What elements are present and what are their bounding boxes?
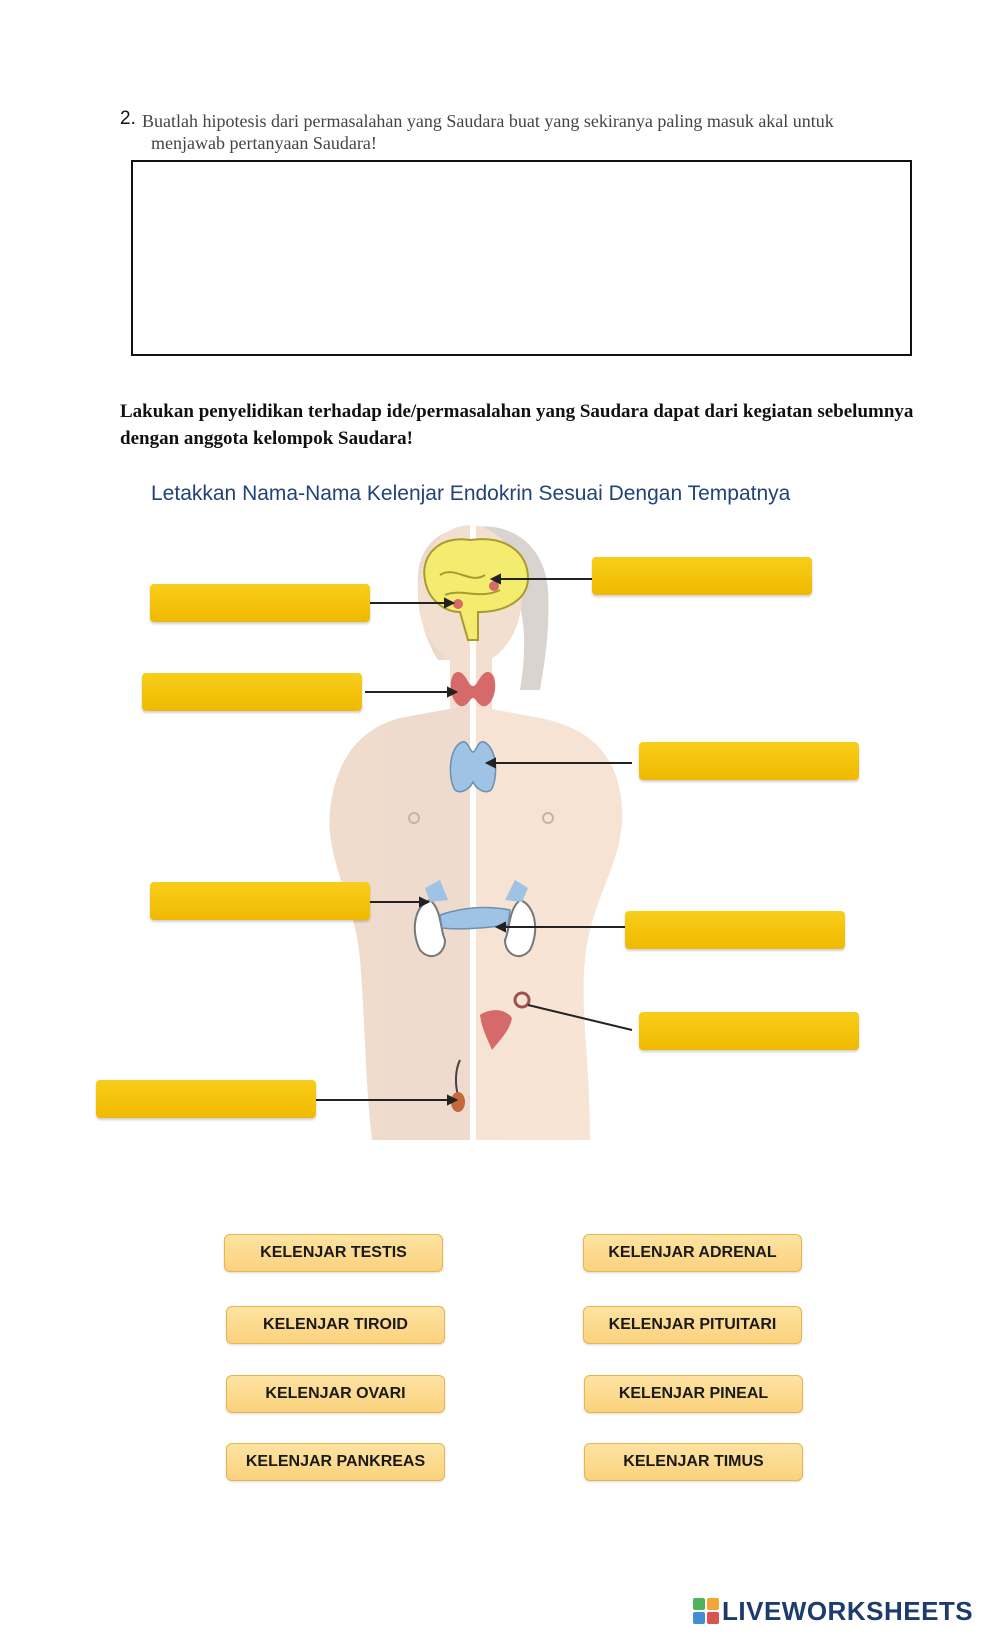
label-chip-timus[interactable]: KELENJAR TIMUS [584,1443,803,1481]
label-chip-ovari[interactable]: KELENJAR OVARI [226,1375,445,1413]
liveworksheets-logo [692,1594,973,1628]
liveworksheets-icon [692,1597,720,1625]
label-chip-pineal[interactable]: KELENJAR PINEAL [584,1375,803,1413]
drop-zone-testis[interactable] [96,1080,316,1118]
drop-zone-pankreas[interactable] [625,911,845,949]
drop-zone-adrenal[interactable] [150,882,370,920]
drop-zone-pituitari[interactable] [150,584,370,622]
drop-zone-ovari[interactable] [639,1012,859,1050]
pituitary-mark [453,599,463,609]
brand-name: LIVEWORKSHEETS [722,1595,974,1626]
drop-zone-tiroid[interactable] [142,673,362,711]
question-text-line1: Buatlah hipotesis dari permasalahan yang Saudara buat yang sekiranya paling masuk akal untuk [142,111,834,131]
investigation-instruction: Lakukan penyelidikan terhadap ide/permasalahan yang Saudara dapat dari kegiatan sebelumnya dengan anggota kelompok Saudara! [120,401,914,449]
label-chip-adrenal[interactable]: KELENJAR ADRENAL [583,1234,802,1272]
label-chip-pankreas[interactable]: KELENJAR PANKREAS [226,1443,445,1481]
activity-title: Letakkan Nama-Nama Kelenjar Endokrin Sesuai Dengan Tempatnya [151,482,791,505]
label-chip-tiroid[interactable]: KELENJAR TIROID [226,1306,445,1344]
drop-zone-timus[interactable] [639,742,859,780]
label-chip-testis[interactable]: KELENJAR TESTIS [224,1234,443,1272]
question-text-line2: menjawab pertanyaan Saudara! [151,133,377,153]
drop-zone-pineal[interactable] [592,557,812,595]
label-chip-pituitari[interactable]: KELENJAR PITUITARI [583,1306,802,1344]
question-number: 2. [120,108,136,129]
